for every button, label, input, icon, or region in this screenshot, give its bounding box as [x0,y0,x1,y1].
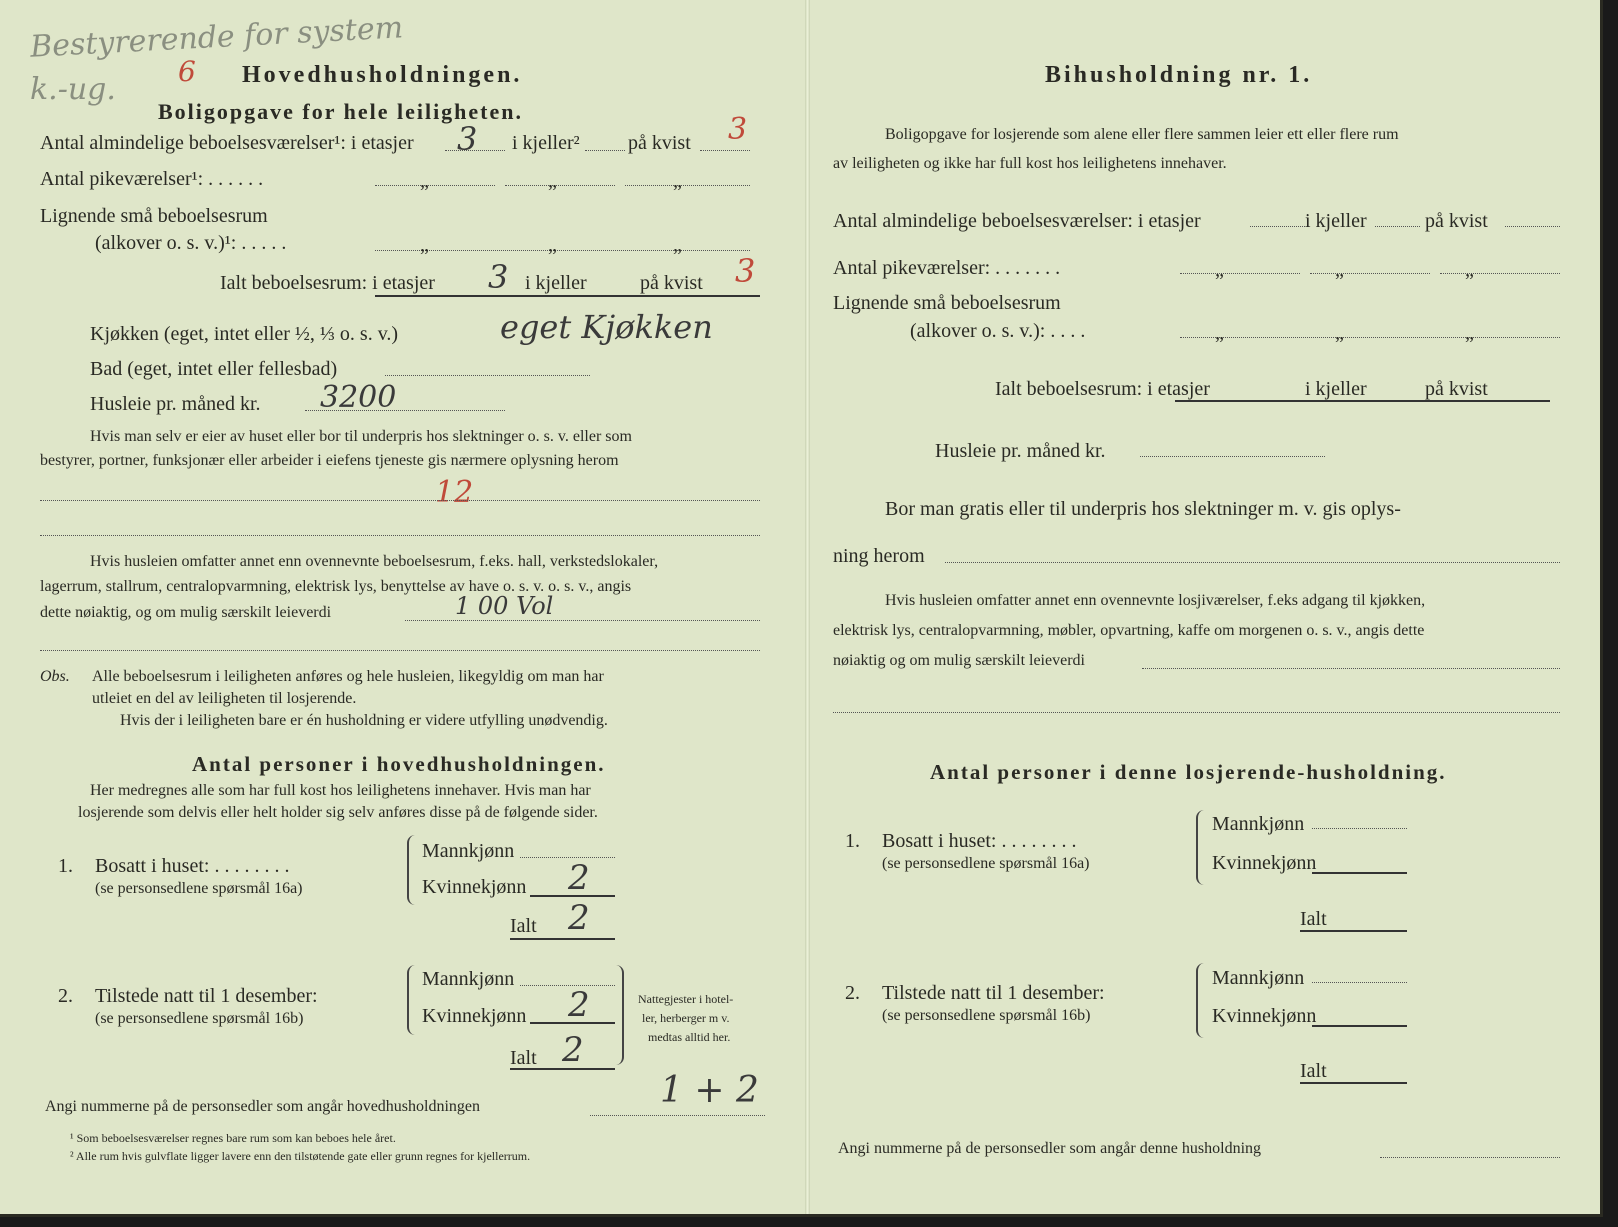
left-row1-label: Antal almindelige beboelsesværelser¹: i etasjer [40,132,414,154]
right-row3b-label: (alkover o. s. v.): . . . . [910,320,1086,342]
left-row1-kvist: på kvist [628,132,691,154]
left-angi-label: Angi nummerne på de personsedler som angår hovedhusholdningen [45,1098,481,1115]
left-etasjer-value: 3 [457,120,478,158]
right-angi-label: Angi nummerne på de personsedler som angår denne husholdning [838,1140,1262,1157]
left-husleie-value: 3200 [320,380,397,415]
handwritten-top-note: Bestyrerende for system [29,10,404,65]
right-row1-label: Antal almindelige beboelsesværelser: i etasjer [833,210,1201,232]
left-kjokken-value: eget Kjøkken [500,308,713,346]
right-row2-label: Antal pikeværelser: . . . . . . . [833,257,1061,279]
handwritten-mark-12: 12 [435,475,474,510]
footnote-1: ¹ Som beboelsesværelser regnes bare rum som kan beboes hele året. [70,1131,396,1145]
left-ialt-kjeller: i kjeller [525,272,587,294]
handwritten-lys-value: 1 00 Vol [455,592,554,620]
left-ialt-label: Ialt beboelsesrum: i etasjer [220,272,435,294]
right-q1-label: Bosatt i huset: . . . . . . . . [882,830,1077,852]
left-subtitle: Boligopgave for hele leiligheten. [158,99,524,124]
census-form-sheet: Bestyrerende for system k.-ug. 6 Hovedhusholdningen. Boligopgave for hele leiligheten. Antal almindelige beboelsesværelser¹: i etasjer 3 i kjeller² på kvist 3 Antal pikeværelser¹: . . . . . . „ „ „ Lignende små beboelsesrum (alkover o. s. v.)¹: . . . . . „ „ „ Ialt beboelsesrum: i etasjer 3 i kjeller på kvist 3 Kjøkken (eget, intet eller ½, ⅓ o. s. v.) eget Kjøkken Bad (eget, intet eller fellesbad) Husleie pr. måned kr. 3200 Hvis man selv er eier av huset eller bor til underpris hos slektninger o. s. v. eller som bestyrer, portner, funksjonær eller arbeider i eiefens tjeneste gis nærmere oplysning herom 12 Hvis husleien omfatter annet enn ovennevnte beboelsesrum, f.eks. hall, verkstedslokaler, lagerrum, stallrum, centralopvarmning, elektrisk lys, benyttelse av have o. s. v. o. s. v., angis dette nøiaktig, og om mulig særskilt leieverdi 1 00 Vol Obs. Alle beboelsesrum i leiligheten anføres og hele husleien, likegyldig om man har utleiet en del av leiligheten til losjerende. Hvis der i leiligheten bare er én husholdning er videre utfylling unødvendig. Antal personer i hovedhusholdningen. Her medregnes alle som har full kost hos leilighetens innehaver. Hvis man har losjerende som delvis eller helt holder sig selv anføres disse på de følgende sider. 1. Bosatt i huset: . . . . . . . . (se personsedlene spørsmål 16a) Mannkjønn Kvinnekjønn 2 Ialt 2 2. Tilstede natt til 1 desember: (se personsedlene spørsmål 16b) Mannkjønn Kvinnekjønn 2 Ialt 2 Nattegjester i hotel- ler, herberger m v. medtas alltid her. Angi nummerne på de personsedler som angår hovedhusholdningen 1 + 2 ¹ Som beboelsesværelser regnes bare rum som kan beboes hele året. ² Alle rum hvis gulvflate ligger lavere enn den tilstøtende gate eller grunn regnes for kjellerrum. Bihusholdning nr. 1. Boligopgave for losjerende som alene eller flere sammen leier ett eller flere rum av leiligheten og ikke har full kost hos leilighetens innehaver. Antal almindelige beboelsesværelser: i etasjer i kjeller på kvist Antal pikeværelser: . . . . . . . „ „ „ Lignende små beboelsesrum (alkover o. s. v.): . . . . „ „ „ Ialt beboelsesrum: i etasjer i kjeller på kvist Husleie pr. måned kr. Bor man gratis eller til underpris hos slektninger m. v. gis oplys- ning herom Hvis husleien omfatter annet enn ovennevnte losjiværelser, f.eks adgang til kjøkken, elektrisk lys, centralopvarmning, møbler, opvartning, kaffe om morgenen o. s. v., angis dette nøiaktig og om mulig særskilt leieverdi Antal personer i denne losjerende-husholdning. 1. Bosatt i huset: . . . . . . . . (se personsedlene spørsmål 16a) Mannkjønn Kvinnekjønn Ialt 2. Tilstede natt til 1 desember: (se personsedlene spørsmål 16b) Mannkjønn Kvinnekjønn Ialt Angi nummerne på de personsedler som angår denne husholdning [0,0,1603,1217]
left-ialt-etasjer-value: 3 [488,258,509,296]
left-ialt-tilstede-value: 2 [562,1030,584,1070]
footnote-2: ² Alle rum hvis gulvflate ligger lavere enn den tilstøtende gate eller grunn regnes for kjellerrum. [70,1149,531,1163]
left-kvinne-tilstede-value: 2 [568,985,590,1025]
left-ialt-bosatt-value: 2 [568,898,590,938]
handwritten-kk-note: k.-ug. [30,72,116,107]
left-kvist-value: 3 [728,112,748,147]
left-row3a-label: Lignende små beboelsesrum [40,205,268,227]
handwritten-number: 6 [178,55,196,88]
left-q2-label: Tilstede natt til 1 desember: [95,985,318,1007]
left-ialt-kvist: på kvist [640,272,703,294]
right-husleie-label: Husleie pr. måned kr. [935,440,1106,462]
left-kvinne-bosatt-value: 2 [568,858,590,898]
left-husleie-label: Husleie pr. måned kr. [90,393,261,415]
right-persons-title: Antal personer i denne losjerende-husholdning. [930,760,1447,784]
left-bad-label: Bad (eget, intet eller fellesbad) [90,358,338,380]
left-ialt-kvist-value: 3 [735,252,756,290]
right-ialt-label: Ialt beboelsesrum: i etasjer [995,378,1210,400]
left-row3b-label: (alkover o. s. v.)¹: . . . . . [95,232,287,254]
left-q1-label: Bosatt i huset: . . . . . . . . [95,855,290,877]
right-q2-label: Tilstede natt til 1 desember: [882,982,1105,1004]
right-row3a-label: Lignende små beboelsesrum [833,292,1061,314]
left-row2-label: Antal pikeværelser¹: . . . . . . [40,168,264,190]
page-fold [805,0,810,1214]
left-kjokken-label: Kjøkken (eget, intet eller ½, ⅓ o. s. v.) [90,323,399,345]
right-title: Bihusholdning nr. 1. [1045,62,1313,88]
obs-label: Obs. [40,668,70,685]
left-nummerne-value: 1 + 2 [660,1070,759,1111]
left-title: Hovedhusholdningen. [242,62,523,88]
left-row1-kjeller: i kjeller² [512,132,580,154]
left-persons-title: Antal personer i hovedhusholdningen. [192,752,606,776]
